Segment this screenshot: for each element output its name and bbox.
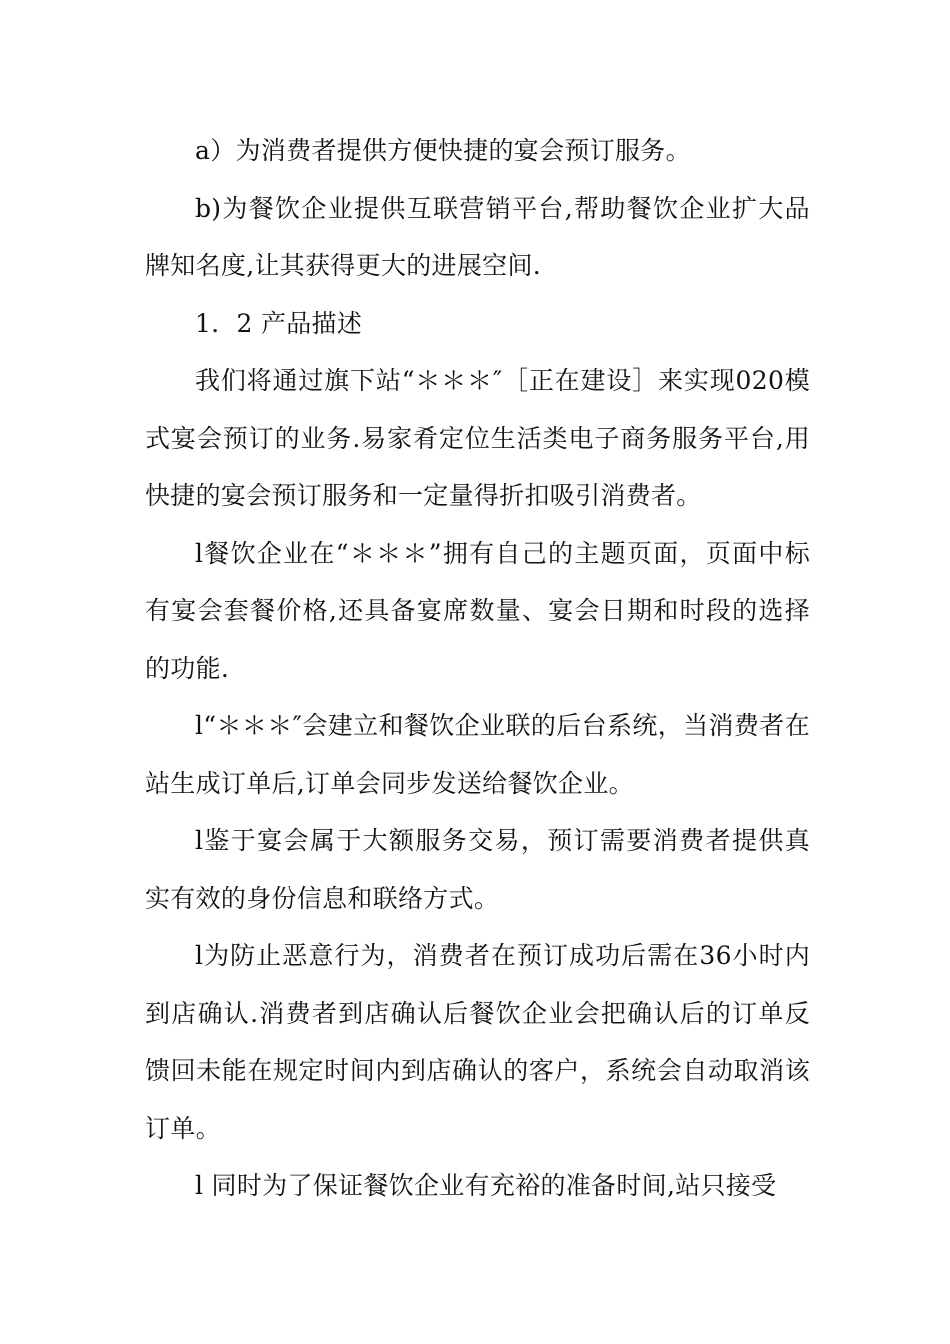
bullet-identity-info: l鉴于宴会属于大额服务交易，预订需要消费者提供真实有效的身份信息和联络方式。	[145, 826, 810, 913]
section-heading: 1．2 产品描述	[195, 308, 363, 338]
bullet-theme-page: l餐饮企业在“＊＊＊”拥有自己的主题页面，页面中标有宴会套餐价格,还具备宴席数量、宴会日期和时段的选择的功能.	[145, 538, 810, 683]
paragraph-goal-a: a）为消费者提供方便快捷的宴会预订服务。	[195, 136, 691, 165]
bullet-backend-system: l“＊＊＊″会建立和餐饮企业联的后台系统，当消费者在站生成订单后,订单会同步发送给餐饮企业。	[145, 711, 810, 798]
paragraph-goal-b: b)为餐饮企业提供互联营销平台,帮助餐饮企业扩大品牌知名度,让其获得更大的进展空间.	[145, 193, 810, 280]
bullet-confirmation: l为防止恶意行为，消费者在预订成功后需在36小时内到店确认.消费者到店确认后餐饮企业会把确认后的订单反馈回未能在规定时间内到店确认的客户，系统会自动取消该订单。	[145, 941, 810, 1143]
bullet-preparation-time: l 同时为了保证餐饮企业有充裕的准备时间,站只接受	[195, 1171, 777, 1200]
document-body	[145, 122, 810, 1215]
paragraph-intro: 我们将通过旗下站“＊＊＊″［正在建设］来实现020模式宴会预订的业务.易家肴定位生活类电子商务服务平台,用快捷的宴会预订服务和一定量得折扣吸引消费者。	[145, 366, 810, 510]
